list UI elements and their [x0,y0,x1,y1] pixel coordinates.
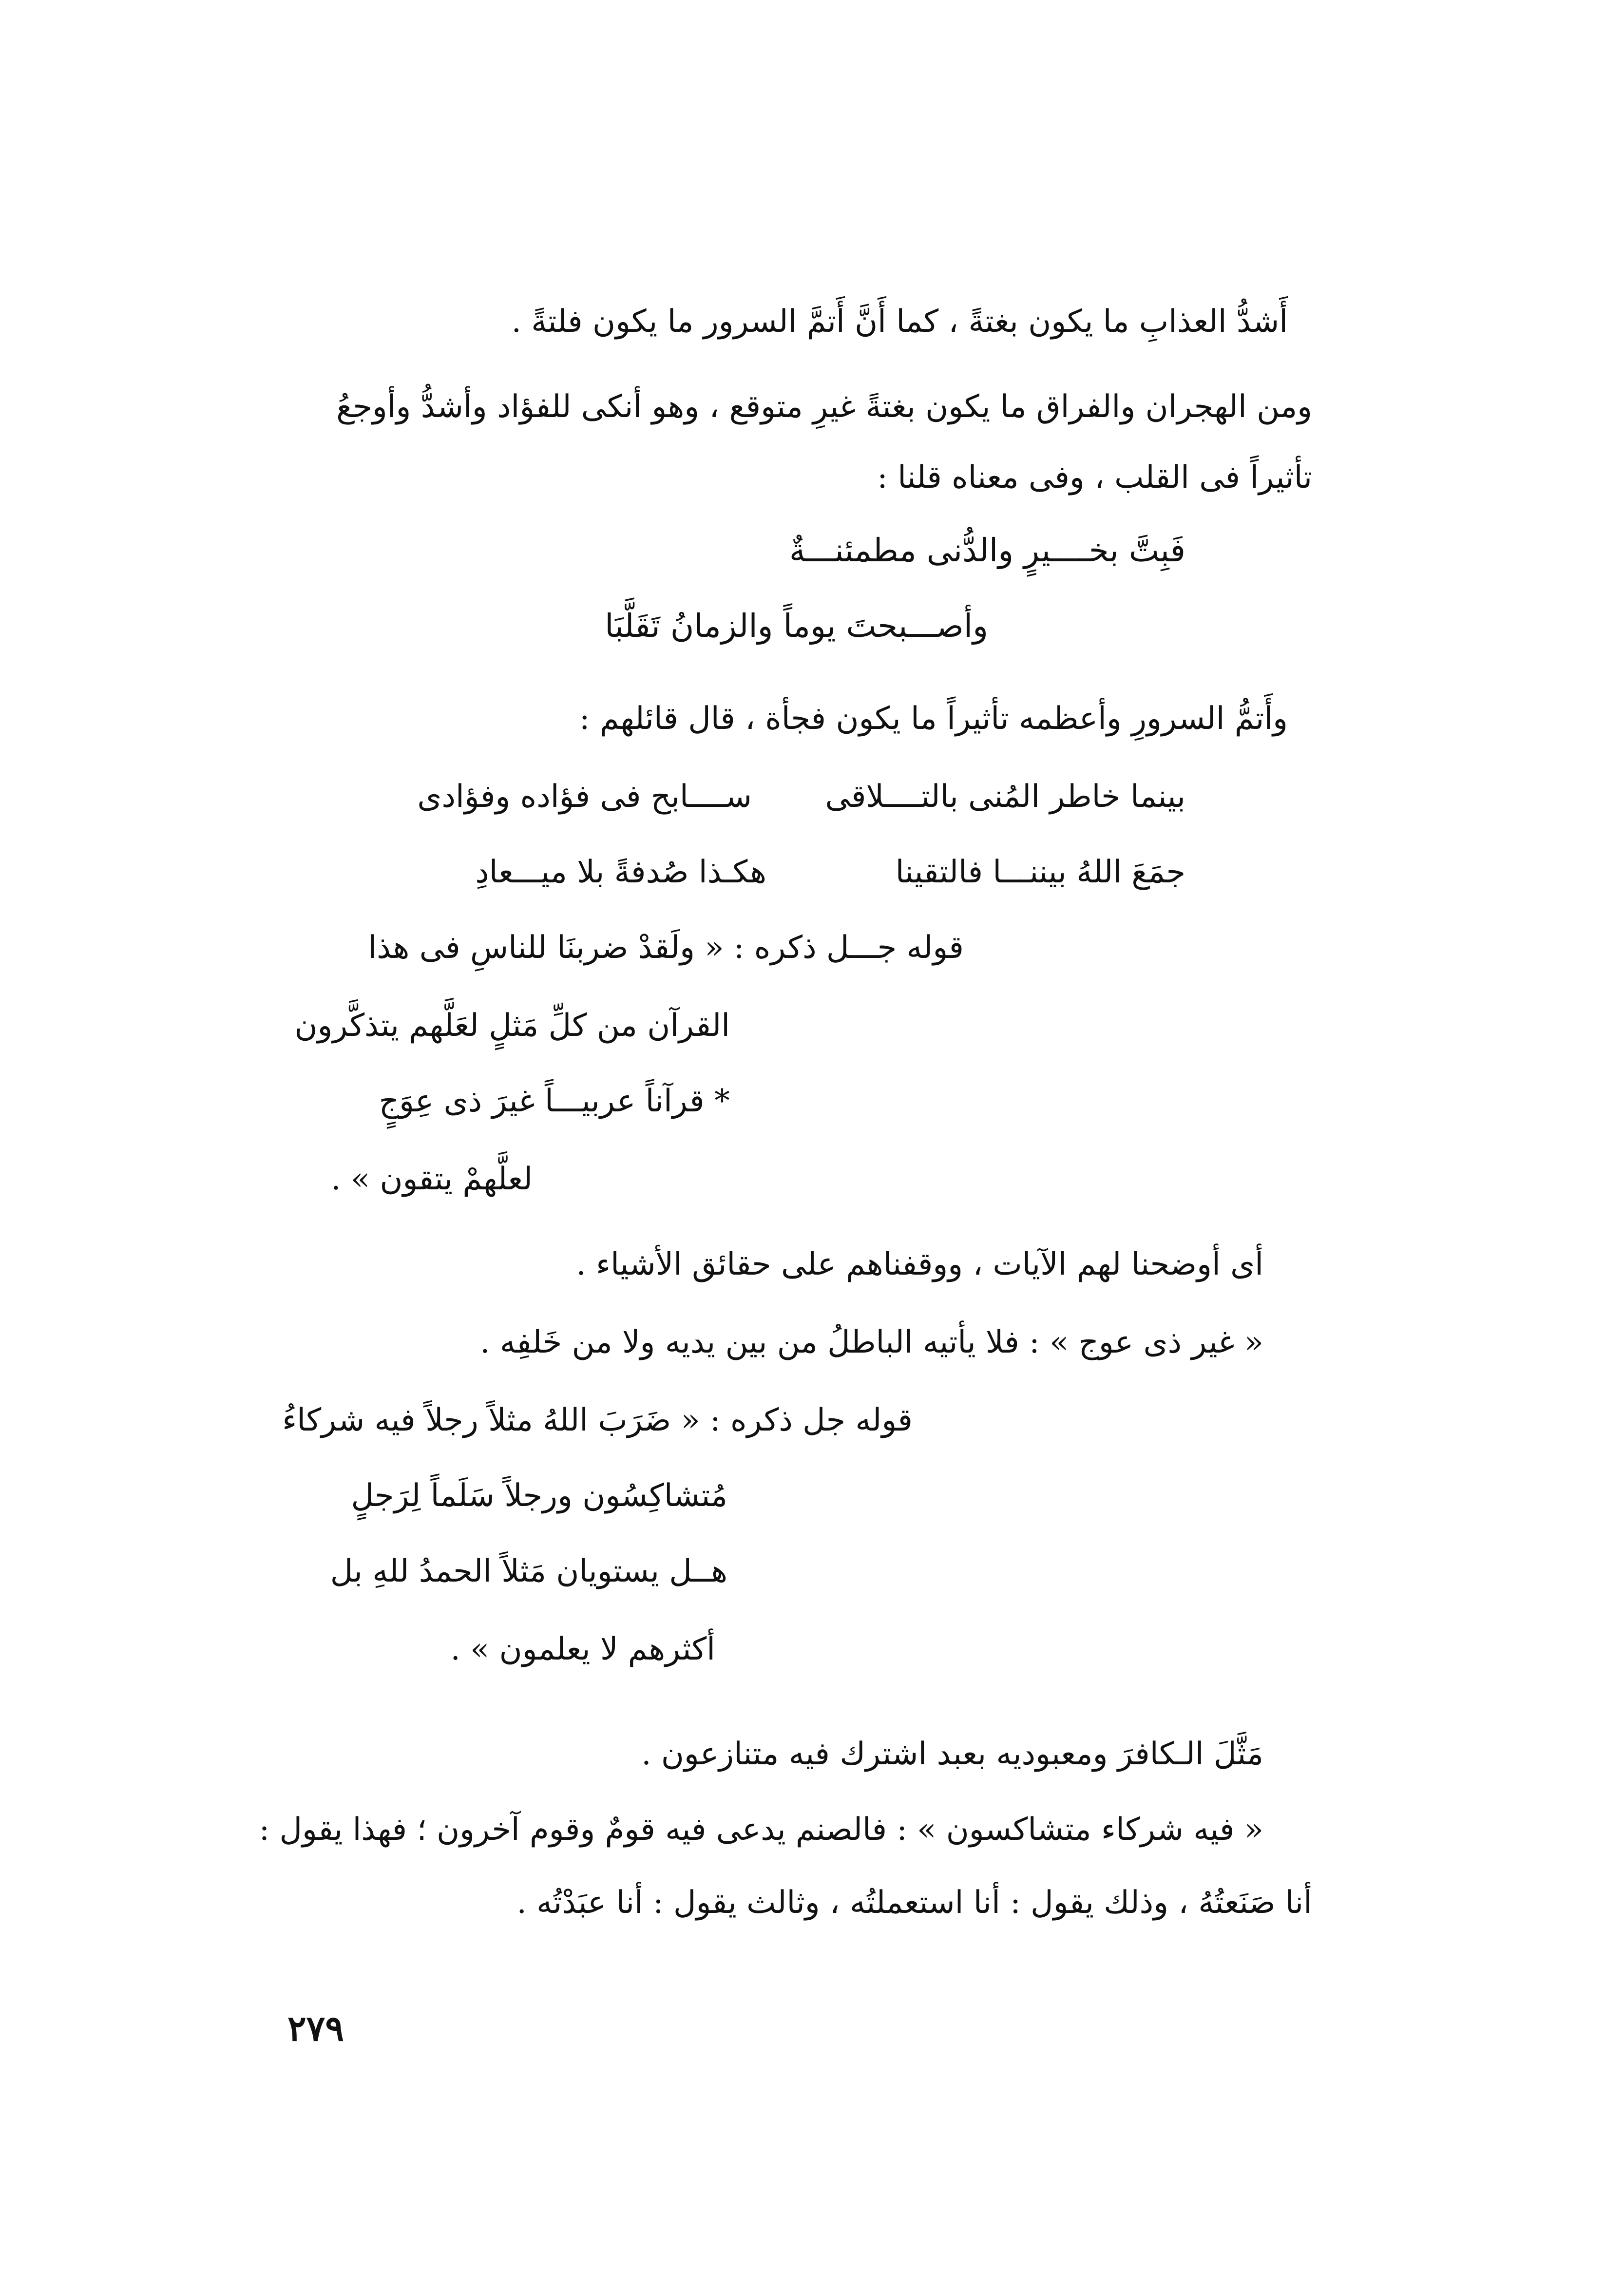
quran-quote-line: القرآن من كلِّ مَثلٍ لعَلَّهم يتذكَّرون [294,1008,730,1044]
verse-hemistich-left: ســــابح فى فؤاده وفؤادى [417,779,752,815]
verse-hemistich-right: بينما خاطر المُنى بالتــــلاقى [825,779,1185,815]
quran-quote-line: قوله جل ذكره : « ضَرَبَ اللهُ مثلاً رجلاً فيه شركاءُ [282,1402,913,1438]
text-line: « فيه شركاء متشاكسون » : فالصنم يدعى فيه قومٌ وقوم آخرون ؛ فهذا يقول : [259,1812,1263,1848]
verse-line: فَبِتَّ بخــــيرٍ والدُّنى مطمئنـــةٌ [789,532,1185,569]
text-line: ومن الهجران والفراق ما يكون بغتةً غيرِ متوقع ، وهو أنكى للفؤاد وأشدُّ وأوجعُ [336,389,1312,425]
text-line: تأثيراً فى القلب ، وفى معناه قلنا : [877,459,1312,496]
text-line: أَشدُّ العذابِ ما يكون بغتةً ، كما أَنَّ أَتمَّ السرور ما يكون فلتةً . [511,304,1288,340]
text-line: مَثَّلَ الـكافرَ ومعبوديه بعبد اشترك فيه متنازعون . [641,1736,1263,1772]
quran-quote-line: مُتشاكِسُون ورجلاً سَلَماً لِرَجلٍ [351,1478,727,1514]
quran-quote-line: * قرآناً عربيـــاً غيرَ ذى عِوَجٍ [379,1083,730,1119]
verse-line: وأصـــبحتَ يوماً والزمانُ تَقَلَّبَا [605,607,988,645]
text-line: وأَتمُّ السرورِ وأعظمه تأثيراً ما يكون فجأة ، قال قائلهم : [579,701,1288,737]
verse-hemistich-right: جمَعَ اللهُ بيننـــا فالتقينا [895,854,1185,890]
text-line: « غير ذى عوج » : فلا يأتيه الباطلُ من بين يديه ولا من خَلفِه . [480,1324,1263,1360]
text-line: أى أوضحنا لهم الآيات ، ووقفناهم على حقائق الأشياء . [576,1246,1263,1282]
page-number: ٢٧٩ [287,2007,344,2049]
quran-quote-line: أكثرهم لا يعلمون » . [450,1631,715,1667]
quran-quote-line: هــل يستويان مَثلاً الحمدُ للهِ بل [330,1553,727,1589]
text-line: أنا صَنَعتُهُ ، وذلك يقول : أنا استعملتُه ، وثالث يقول : أنا عبَدْتُه . [516,1885,1312,1921]
verse-hemistich-left: هكـذا صُدفةً بلا ميـــعادِ [475,854,766,890]
quran-quote-line: لعلَّهمْ يتقون » . [331,1161,533,1197]
quran-quote-line: قوله جـــل ذكره : « ولَقدْ ضربنَا للناسِ فى هذا [368,930,964,966]
